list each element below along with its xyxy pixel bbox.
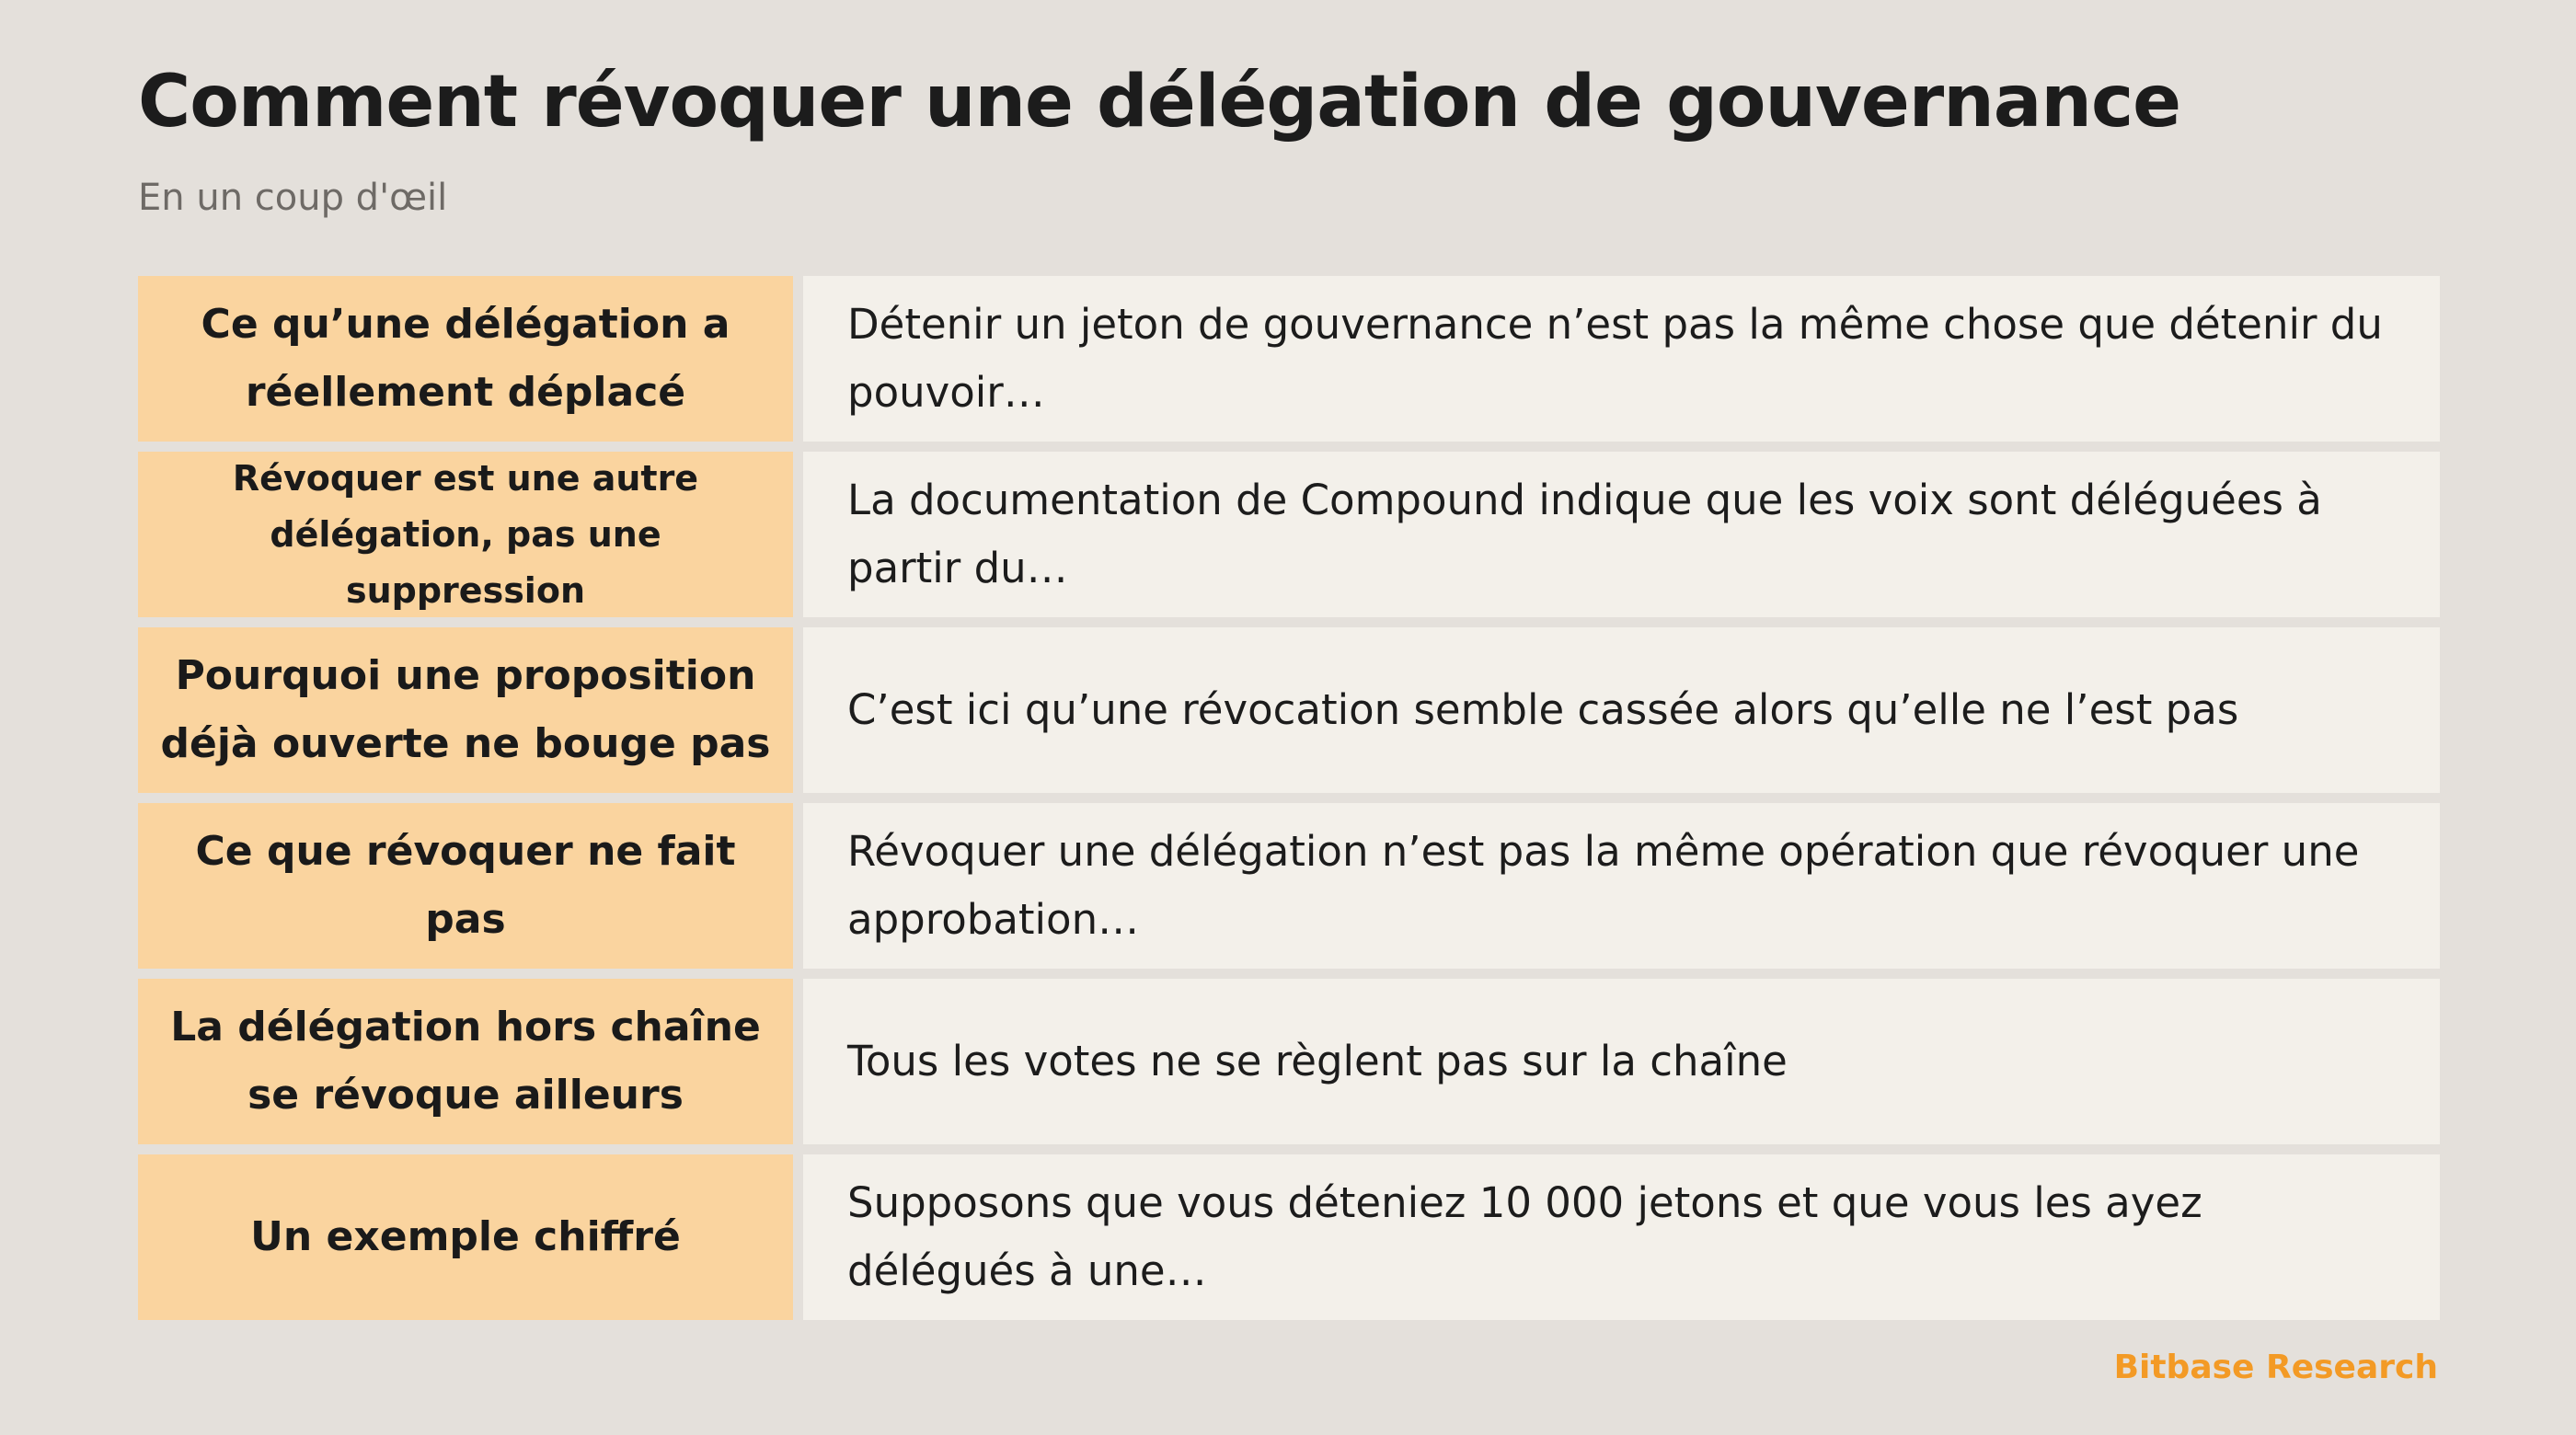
table-row <box>138 1154 2440 1320</box>
page-subtitle: En un coup d'œil <box>138 177 448 219</box>
row-label: Pourquoi une proposition déjà ouverte ne bouge pas <box>138 627 793 793</box>
page-title: Comment révoquer une délégation de gouvernance <box>138 61 2181 144</box>
row-text: Supposons que vous déteniez 10 000 jetons et que vous les ayez délégués à une… <box>803 1154 2440 1320</box>
row-label: Ce qu’une délégation a réellement déplacé <box>138 276 793 442</box>
row-text: C’est ici qu’une révocation semble cassée alors qu’elle ne l’est pas <box>803 627 2440 793</box>
row-label: Ce que révoquer ne fait pas <box>138 803 793 969</box>
brand-footer: Bitbase Research <box>2113 1349 2438 1386</box>
row-label: Un exemple chiffré <box>138 1154 793 1320</box>
row-label: Révoquer est une autre délégation, pas une suppression <box>138 452 793 617</box>
table-row <box>138 452 2440 617</box>
row-text: Révoquer une délégation n’est pas la même opération que révoquer une approbation… <box>803 803 2440 969</box>
row-label: La délégation hors chaîne se révoque ailleurs <box>138 979 793 1144</box>
row-text: Détenir un jeton de gouvernance n’est pas la même chose que détenir du pouvoir… <box>803 276 2440 442</box>
table-row <box>138 803 2440 969</box>
row-text: La documentation de Compound indique que les voix sont déléguées à partir du… <box>803 452 2440 617</box>
row-text: Tous les votes ne se règlent pas sur la chaîne <box>803 979 2440 1144</box>
summary-table <box>138 276 2440 1330</box>
table-row <box>138 627 2440 793</box>
table-row <box>138 276 2440 442</box>
table-row <box>138 979 2440 1144</box>
